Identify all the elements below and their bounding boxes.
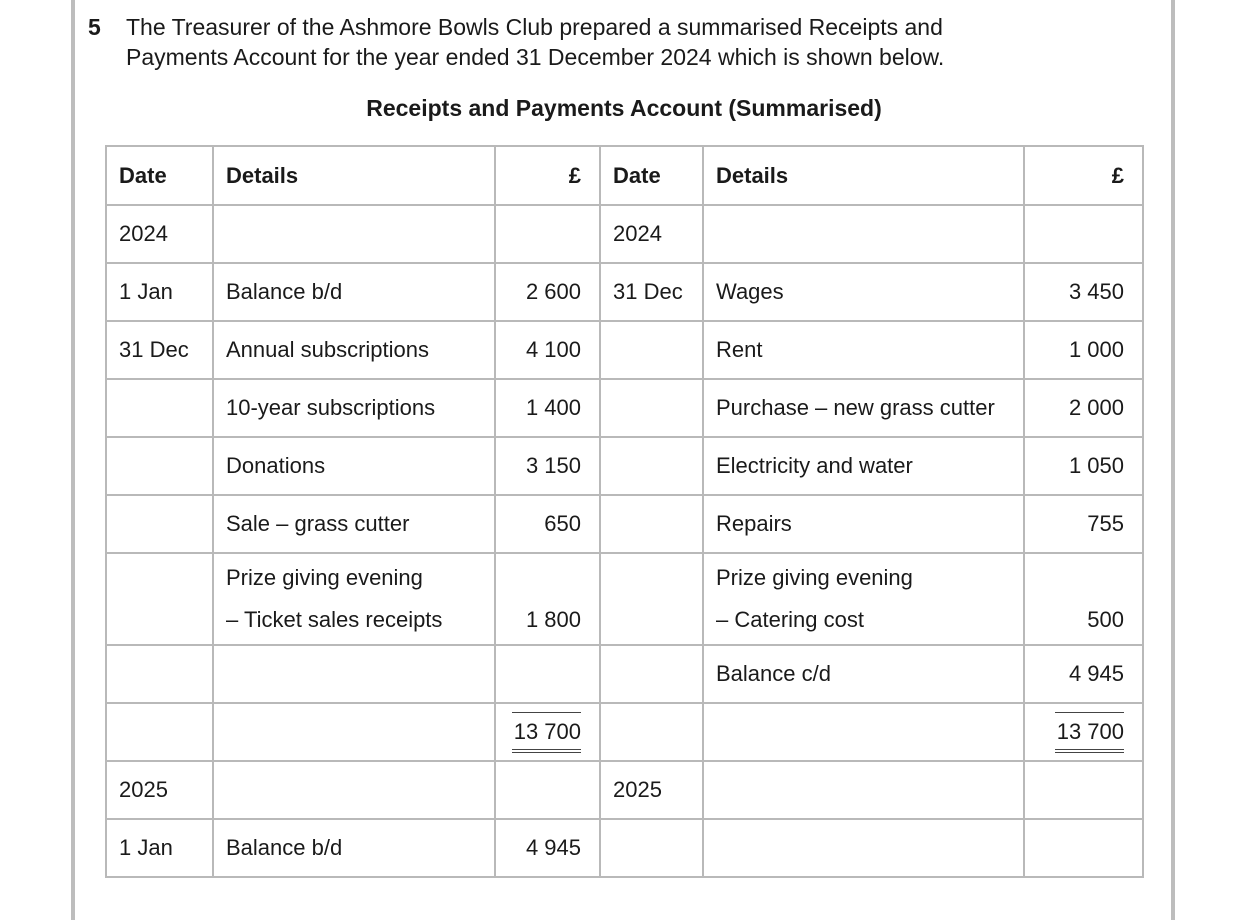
- receipt-date: [106, 645, 213, 703]
- receipt-details: Balance b/d: [213, 819, 495, 877]
- account-title: Receipts and Payments Account (Summarised): [366, 95, 882, 121]
- payment-amount: 500: [1024, 553, 1143, 645]
- header-details-receipts: Details: [213, 146, 495, 205]
- receipt-date: [106, 553, 213, 645]
- payment-details: Balance c/d: [703, 645, 1024, 703]
- receipt-date: 2025: [106, 761, 213, 819]
- payment-details: [703, 703, 1024, 761]
- receipt-date: [106, 703, 213, 761]
- receipt-amount: 4 100: [495, 321, 600, 379]
- payment-amount: 4 945: [1024, 645, 1143, 703]
- receipt-details: [213, 703, 495, 761]
- receipt-details: Balance b/d: [213, 263, 495, 321]
- receipt-details: Donations: [213, 437, 495, 495]
- receipt-amount: 3 150: [495, 437, 600, 495]
- table-row: [106, 263, 1143, 321]
- question-number: 5: [88, 14, 101, 40]
- receipt-details: [213, 761, 495, 819]
- payment-date: [600, 645, 703, 703]
- payment-details: Repairs: [703, 495, 1024, 553]
- receipt-amount: 4 945: [495, 819, 600, 877]
- receipt-amount: [495, 761, 600, 819]
- payment-details: Rent: [703, 321, 1024, 379]
- table-row: [106, 553, 1143, 645]
- table-row: [106, 379, 1143, 437]
- table-row: [106, 645, 1143, 703]
- receipt-details: [213, 205, 495, 263]
- payment-date: [600, 553, 703, 645]
- page-border-right: [1171, 0, 1175, 920]
- receipt-date: [106, 379, 213, 437]
- payment-amount: 1 050: [1024, 437, 1143, 495]
- payment-amount: 755: [1024, 495, 1143, 553]
- table-row: [106, 205, 1143, 263]
- receipt-amount: 650: [495, 495, 600, 553]
- payment-details: Electricity and water: [703, 437, 1024, 495]
- payment-date: 2025: [600, 761, 703, 819]
- payment-date: [600, 321, 703, 379]
- payment-details: [703, 819, 1024, 877]
- payment-details: [703, 205, 1024, 263]
- payment-details: Wages: [703, 263, 1024, 321]
- receipt-details: [213, 645, 495, 703]
- receipt-details: 10-year subscriptions: [213, 379, 495, 437]
- receipt-details: [213, 553, 495, 645]
- payment-total-cell: [1024, 703, 1143, 761]
- table-row: [106, 321, 1143, 379]
- question-text-line-2: Payments Account for the year ended 31 December 2024 which is shown below.: [126, 44, 945, 70]
- receipt-date: 1 Jan: [106, 263, 213, 321]
- table-row: [106, 819, 1143, 877]
- receipt-date: 2024: [106, 205, 213, 263]
- payment-amount: [1024, 819, 1143, 877]
- header-date-payments: Date: [600, 146, 703, 205]
- payment-details-line-2: – Catering cost: [716, 607, 864, 632]
- header-amount-receipts: £: [495, 146, 600, 205]
- payment-date: [600, 379, 703, 437]
- receipt-date: [106, 495, 213, 553]
- receipt-amount: 1 800: [495, 553, 600, 645]
- payment-date: 31 Dec: [600, 263, 703, 321]
- table-row: [106, 437, 1143, 495]
- payment-date: [600, 495, 703, 553]
- receipt-amount: [495, 645, 600, 703]
- payment-details: [703, 761, 1024, 819]
- payment-details: [703, 553, 1024, 645]
- receipt-amount: 1 400: [495, 379, 600, 437]
- table-row: [106, 761, 1143, 819]
- payment-date: [600, 819, 703, 877]
- payment-amount: [1024, 205, 1143, 263]
- header-amount-payments: £: [1024, 146, 1143, 205]
- receipt-details-line-2: – Ticket sales receipts: [226, 607, 443, 632]
- header-details-payments: Details: [703, 146, 1024, 205]
- header-date-receipts: Date: [106, 146, 213, 205]
- table-row: [106, 495, 1143, 553]
- receipt-date: 31 Dec: [106, 321, 213, 379]
- receipt-details-line-1: Prize giving evening: [226, 565, 423, 590]
- payment-amount: 2 000: [1024, 379, 1143, 437]
- payment-details-line-1: Prize giving evening: [716, 565, 913, 590]
- receipt-date: 1 Jan: [106, 819, 213, 877]
- receipts-payments-table: [105, 145, 1144, 878]
- question-text-line-1: The Treasurer of the Ashmore Bowls Club prepared a summarised Receipts and: [126, 14, 943, 40]
- receipt-details: Annual subscriptions: [213, 321, 495, 379]
- payment-date: [600, 703, 703, 761]
- receipt-total: 13 700: [512, 712, 581, 753]
- receipt-amount: 2 600: [495, 263, 600, 321]
- payment-date: 2024: [600, 205, 703, 263]
- payment-date: [600, 437, 703, 495]
- payment-details: Purchase – new grass cutter: [703, 379, 1024, 437]
- payment-amount: [1024, 761, 1143, 819]
- receipt-total-cell: [495, 703, 600, 761]
- payment-amount: 3 450: [1024, 263, 1143, 321]
- receipt-date: [106, 437, 213, 495]
- receipt-details: Sale – grass cutter: [213, 495, 495, 553]
- receipt-amount: [495, 205, 600, 263]
- table-header-row: [106, 146, 1143, 205]
- payment-amount: 1 000: [1024, 321, 1143, 379]
- page-border-left: [71, 0, 75, 920]
- table-row-totals: [106, 703, 1143, 761]
- question-text: [126, 12, 1126, 72]
- payment-total: 13 700: [1055, 712, 1124, 753]
